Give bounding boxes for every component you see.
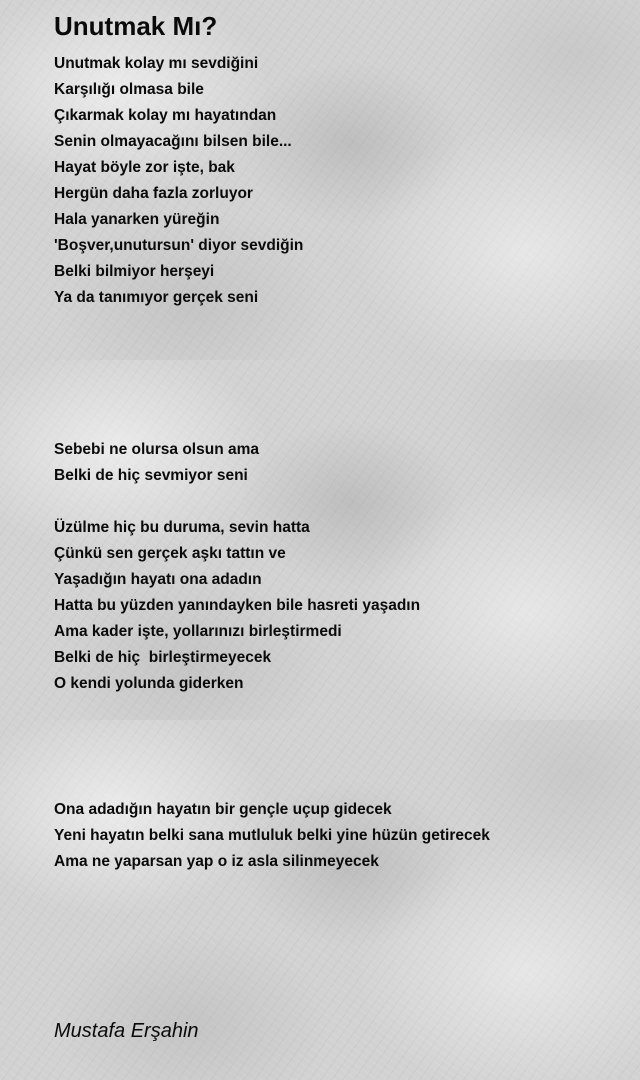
poem-line bbox=[54, 411, 420, 437]
poem-stanza-1 bbox=[54, 51, 303, 311]
poem-line: Çıkarmak kolay mı hayatından bbox=[54, 107, 277, 124]
poem-line: 'Boşver,unutursun' diyor sevdiğin bbox=[54, 237, 304, 254]
poem-line: Senin olmayacağını bilsen bile... bbox=[54, 133, 292, 150]
poem-line: Ama ne yaparsan yap o iz asla silinmeyecek bbox=[54, 853, 379, 870]
poem-line: Ona adadığın hayatın bir gençle uçup gidecek bbox=[54, 801, 392, 818]
poem-line: Yaşadığın hayatı ona adadın bbox=[54, 571, 262, 588]
poem-line bbox=[54, 489, 420, 515]
poem-panel-1 bbox=[0, 0, 640, 360]
poem-panel-2 bbox=[0, 360, 640, 720]
poem-line: Karşılığı olmasa bile bbox=[54, 81, 204, 98]
poem-line: Hergün daha fazla zorluyor bbox=[54, 185, 253, 202]
poem-title: Unutmak Mı? bbox=[54, 11, 218, 41]
poem-line: Sebebi ne olursa olsun ama bbox=[54, 441, 260, 458]
poem-line: Belki de hiç sevmiyor seni bbox=[54, 467, 248, 484]
poem-line: Hayat böyle zor işte, bak bbox=[54, 159, 235, 176]
poem-stanza-2 bbox=[54, 411, 420, 697]
poem-line: Ya da tanımıyor gerçek seni bbox=[54, 289, 259, 306]
poem-line: Üzülme hiç bu duruma, sevin hatta bbox=[54, 519, 310, 536]
poem-panel-3 bbox=[0, 720, 640, 1080]
poem-line: Yeni hayatın belki sana mutluluk belki yine hüzün getirecek bbox=[54, 827, 490, 844]
poem-line: Unutmak kolay mı sevdiğini bbox=[54, 55, 259, 72]
poem-line: Hala yanarken yüreğin bbox=[54, 211, 220, 228]
poem-line: O kendi yolunda giderken bbox=[54, 675, 244, 692]
poem-line: Belki bilmiyor herşeyi bbox=[54, 263, 215, 280]
poem-line: Hatta bu yüzden yanındayken bile hasreti yaşadın bbox=[54, 597, 421, 614]
poem-line: Belki de hiç birleştirmeyecek bbox=[54, 649, 272, 666]
poem-line: Ama kader işte, yollarınızı birleştirmedi bbox=[54, 623, 342, 640]
poem-line bbox=[54, 771, 490, 797]
poem-author: Mustafa Erşahin bbox=[54, 1020, 199, 1042]
poem-line: Çünkü sen gerçek aşkı tattın ve bbox=[54, 545, 286, 562]
poem-stanza-3 bbox=[54, 771, 490, 875]
